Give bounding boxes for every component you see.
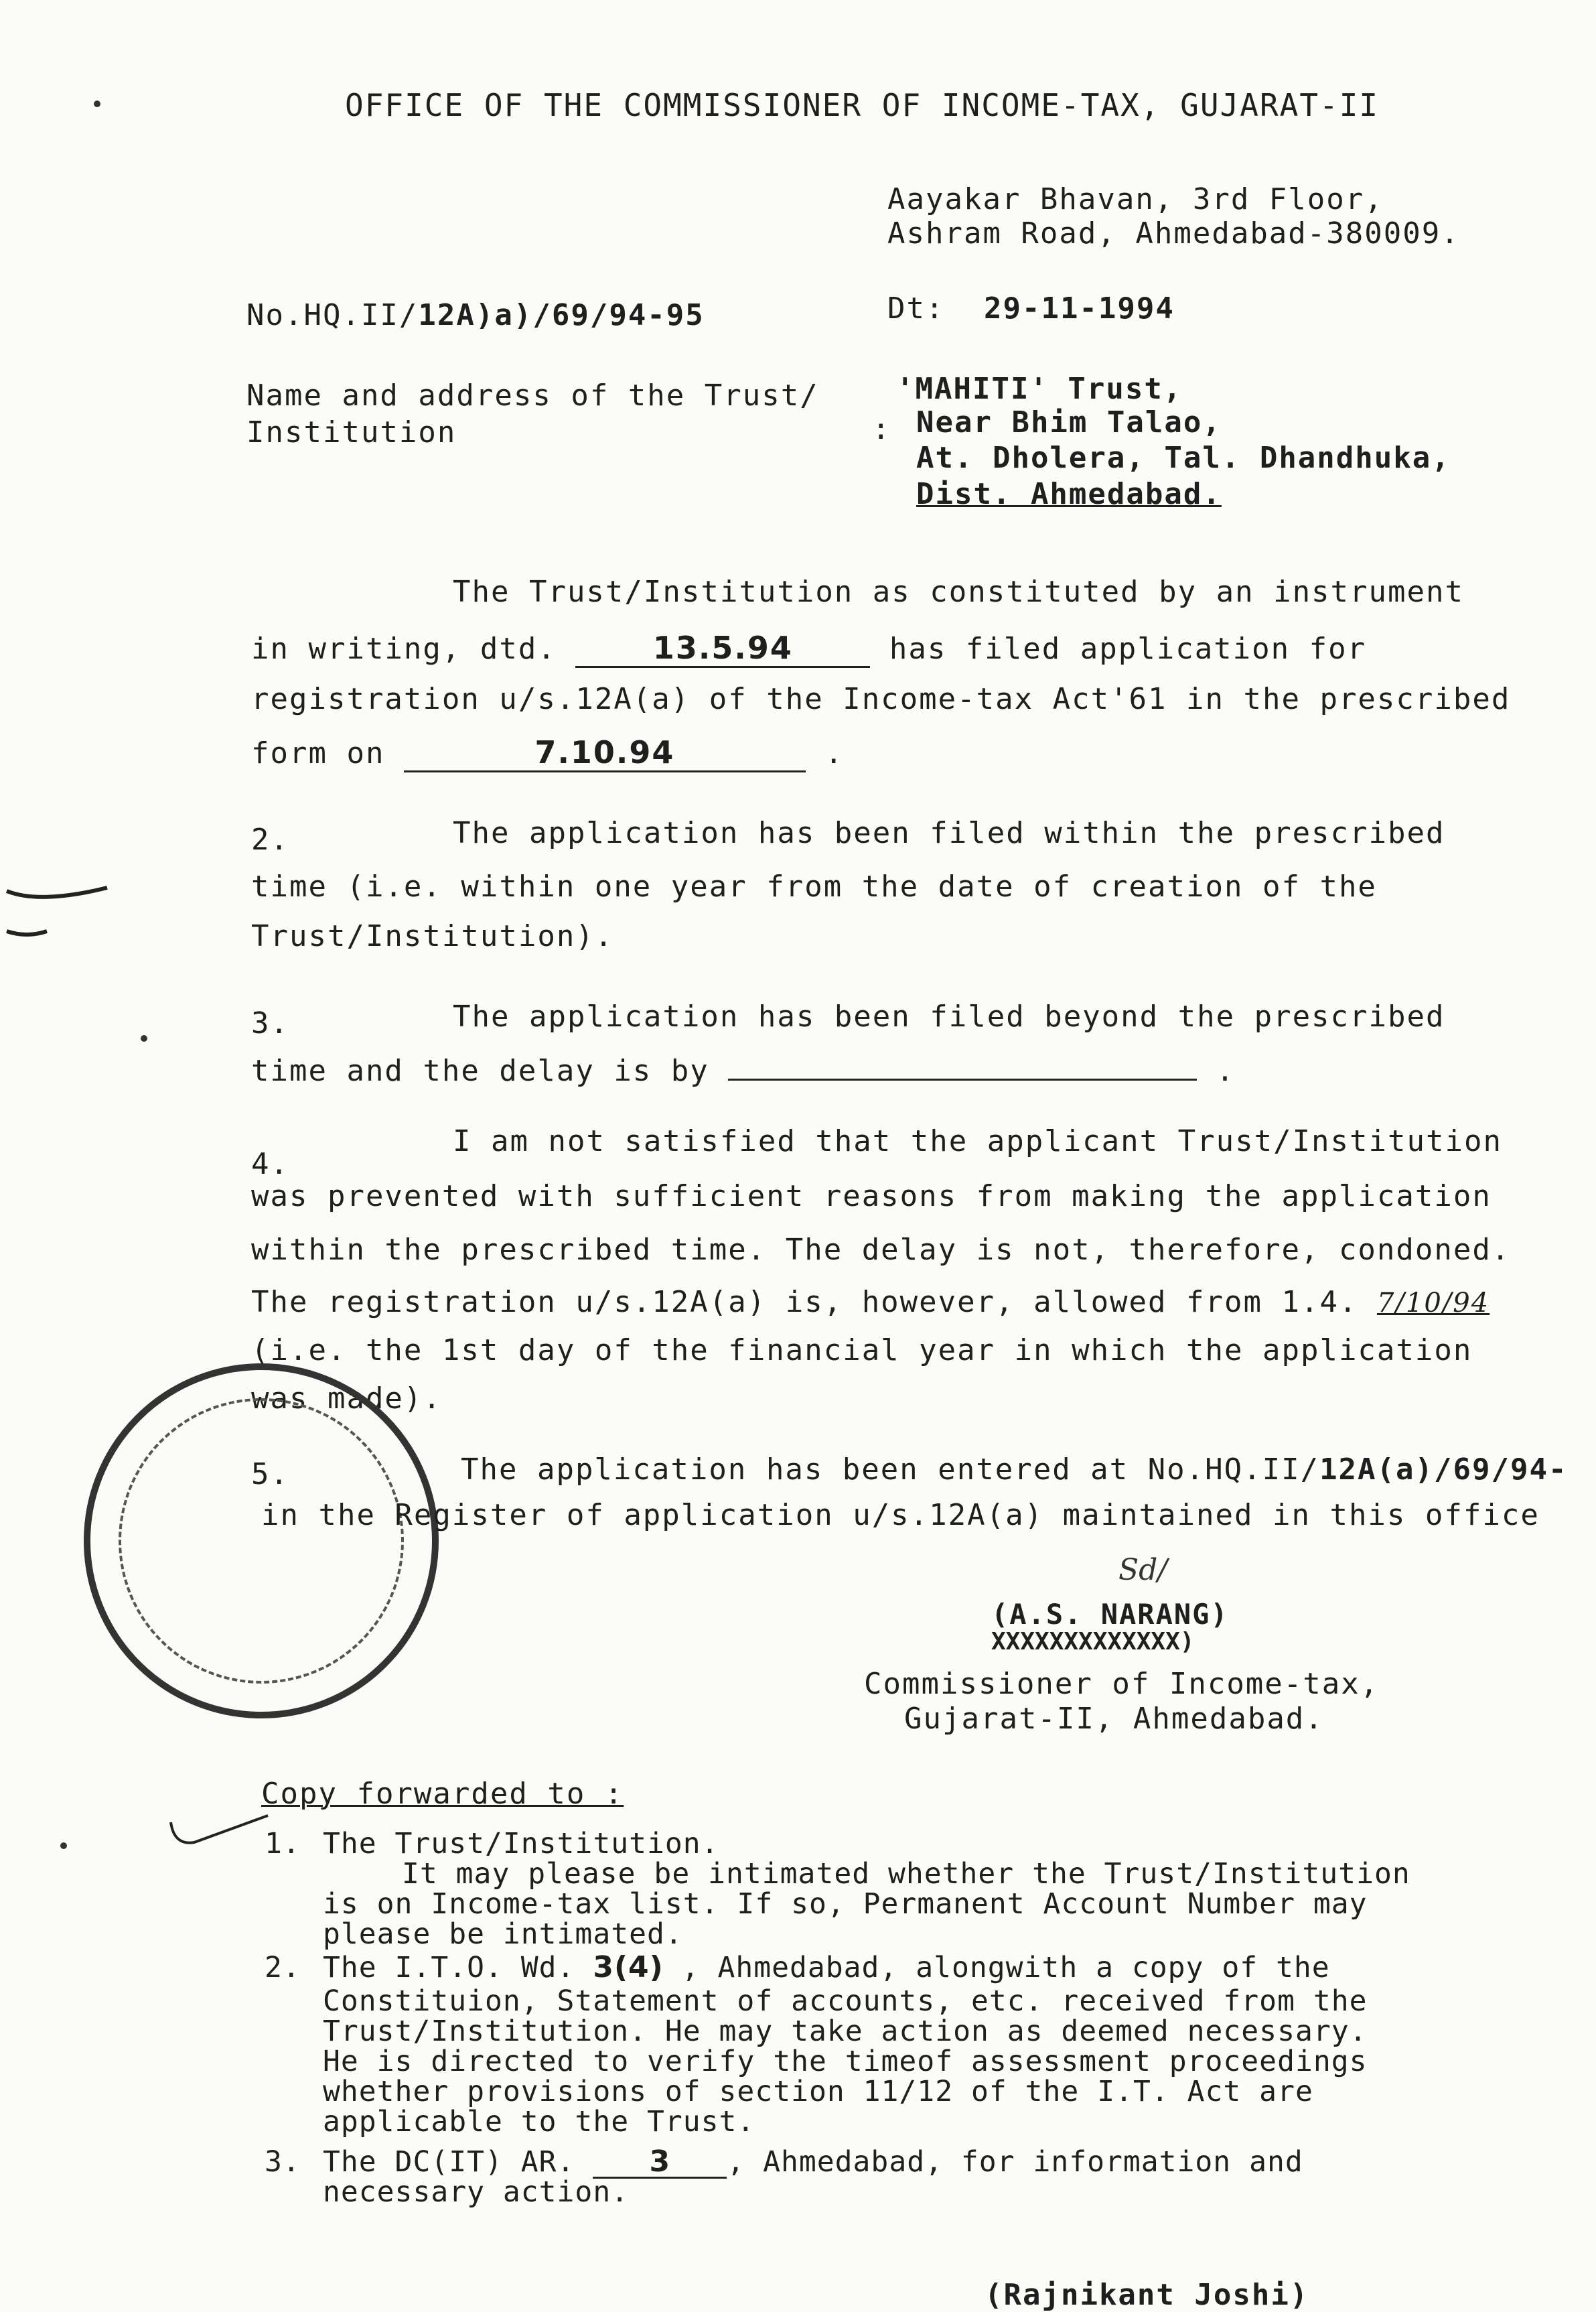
signatory-title-line1: Commissioner of Income-tax,: [864, 1667, 1380, 1701]
signatory-struck-designation: XXXXXXXXXXXXX): [991, 1628, 1195, 1655]
tick-mark: [167, 1809, 275, 1849]
punch-mark: [0, 884, 121, 911]
copy-item2-line3: Trust/Institution. He may take action as deemed necessary.: [323, 2015, 1368, 2048]
para3-line2-text: time and the delay is by: [251, 1054, 709, 1088]
para3-line1: The application has been filed beyond the prescribed: [453, 1000, 1445, 1034]
copy-heading: [261, 1777, 624, 1811]
ward-number: 3(4): [593, 1950, 664, 1984]
filed-date-blank: [404, 734, 806, 772]
copy-item3-line1-text: The DC(IT) AR.: [323, 2145, 575, 2179]
office-address-line2: Ashram Road, Ahmedabad-380009.: [887, 216, 1460, 251]
copy-item2-line2: Constituion, Statement of accounts, etc. received from the: [323, 1984, 1368, 2018]
copy-item1-line1: The Trust/Institution.: [323, 1827, 719, 1860]
copy-item2-line1-text: The I.T.O. Wd.: [323, 1951, 575, 1984]
copy-item3-line2: necessary action.: [323, 2175, 630, 2209]
para4-line4: [251, 1285, 1490, 1319]
copy-heading-text: Copy forwarded to :: [261, 1777, 624, 1811]
copy-item2-line5: whether provisions of section 11/12 of the I.T. Act are: [323, 2075, 1313, 2108]
para4-line3: within the prescribed time. The delay is not, therefore, condoned.: [251, 1233, 1511, 1267]
para3-line2: [251, 1052, 1235, 1088]
range-number: 3: [649, 2145, 671, 2179]
para3-line2-tail: .: [1216, 1054, 1236, 1088]
copy-item2-line4: He is directed to verify the timeof assessment proceedings: [323, 2045, 1368, 2078]
trust-address-1: Near Bhim Talao,: [916, 405, 1222, 439]
filed-date: 7.10.94: [534, 734, 675, 770]
para4-number: 4.: [251, 1147, 289, 1181]
office-seal: [84, 1363, 439, 1718]
office-heading: OFFICE OF THE COMMISSIONER OF INCOME-TAX, GUJARAT-II: [345, 87, 1380, 123]
para1-line1: The Trust/Institution as constituted by an instrument: [453, 575, 1464, 609]
date-label: Dt:: [887, 291, 945, 326]
scan-speck: [141, 1035, 147, 1042]
signatory-title-line2: Gujarat-II, Ahmedabad.: [904, 1702, 1324, 1736]
scan-speck: [94, 100, 100, 107]
para4-line2: was prevented with sufficient reasons from making the application: [251, 1179, 1492, 1213]
register-number: 12A(a)/69/94-: [1319, 1452, 1568, 1487]
para2-line1: The application has been filed within the prescribed: [453, 816, 1445, 850]
footer-signatory: (Rajnikant Joshi): [985, 2278, 1309, 2312]
trust-address-2: At. Dholera, Tal. Dhandhuka,: [916, 441, 1451, 475]
punch-mark: [0, 925, 54, 945]
signature-mark: Sd/: [1118, 1553, 1168, 1587]
para5-number: 5.: [251, 1457, 289, 1491]
para4-line5: (i.e. the 1st day of the financial year in which the application: [251, 1333, 1473, 1367]
copy-item2-number: 2.: [265, 1951, 301, 1984]
para1-line2: [251, 630, 1366, 668]
range-blank: [593, 2147, 727, 2179]
seal-inner: [90, 1370, 432, 1712]
para5-line2: in the Register of application u/s.12A(a) maintained in this office: [261, 1498, 1540, 1532]
copy-item1-line2: It may please be intimated whether the Trust/Institution: [402, 1857, 1410, 1891]
para5-line1-text: The application has been entered at No.HQ.II/: [461, 1452, 1320, 1487]
trust-colon: :: [872, 412, 891, 446]
para5-line1: [461, 1452, 1567, 1487]
reference-prefix: No.HQ.II/: [246, 298, 419, 332]
para4-line1: I am not satisfied that the applicant Trust/Institution: [453, 1124, 1502, 1158]
para4-line4-text: The registration u/s.12A(a) is, however, allowed from 1.4.: [251, 1285, 1358, 1319]
para1-line4-text: form on: [251, 736, 385, 770]
copy-item1-number: 1.: [265, 1827, 301, 1860]
para1-line2-tail: has filed application for: [889, 632, 1367, 666]
para1-line2-text: in writing, dtd.: [251, 632, 557, 666]
reference-number: [246, 298, 705, 332]
scan-speck: [60, 1842, 67, 1849]
copy-item3-number: 3.: [265, 2145, 301, 2179]
date-value: 29-11-1994: [983, 291, 1175, 326]
copy-item3-line1-tail: , Ahmedabad, for information and: [727, 2145, 1303, 2179]
para3-number: 3.: [251, 1006, 289, 1040]
trust-address-3: Dist. Ahmedabad.: [916, 477, 1222, 511]
para1-line4: [251, 734, 844, 772]
delay-blank: [728, 1052, 1197, 1081]
para2-line2: time (i.e. within one year from the date of creation of the: [251, 870, 1377, 904]
date-line: [887, 291, 1175, 326]
para2-number: 2.: [251, 823, 289, 857]
trust-name: 'MAHITI' Trust,: [896, 372, 1183, 406]
para4-line6: was made).: [251, 1381, 442, 1416]
copy-item2-line1: [323, 1950, 1330, 1984]
trust-label-line2: Institution: [246, 415, 457, 450]
signatory-name: (A.S. NARANG): [991, 1598, 1229, 1631]
copy-item2-line1-tail: , Ahmedabad, alongwith a copy of the: [681, 1951, 1330, 1984]
copy-item1-line3: is on Income-tax list. If so, Permanent Account Number may: [323, 1887, 1368, 1921]
office-address-line1: Aayakar Bhavan, 3rd Floor,: [887, 182, 1384, 216]
copy-item3-line1: [323, 2147, 1303, 2179]
para1-line3: registration u/s.12A(a) of the Income-tax Act'61 in the prescribed: [251, 682, 1511, 716]
instrument-date: 13.5.94: [652, 630, 793, 666]
instrument-date-blank: [575, 630, 870, 668]
allowed-from-handwritten: 7/10/94: [1376, 1288, 1490, 1318]
para1-line4-tail: .: [824, 736, 844, 770]
trust-label-line1: Name and address of the Trust/: [246, 379, 819, 413]
copy-item1-line4: please be intimated.: [323, 1917, 683, 1951]
para2-line3: Trust/Institution).: [251, 919, 614, 953]
copy-item2-line6: applicable to the Trust.: [323, 2105, 755, 2138]
reference-filled: 12A)a)/69/94-95: [418, 298, 705, 332]
